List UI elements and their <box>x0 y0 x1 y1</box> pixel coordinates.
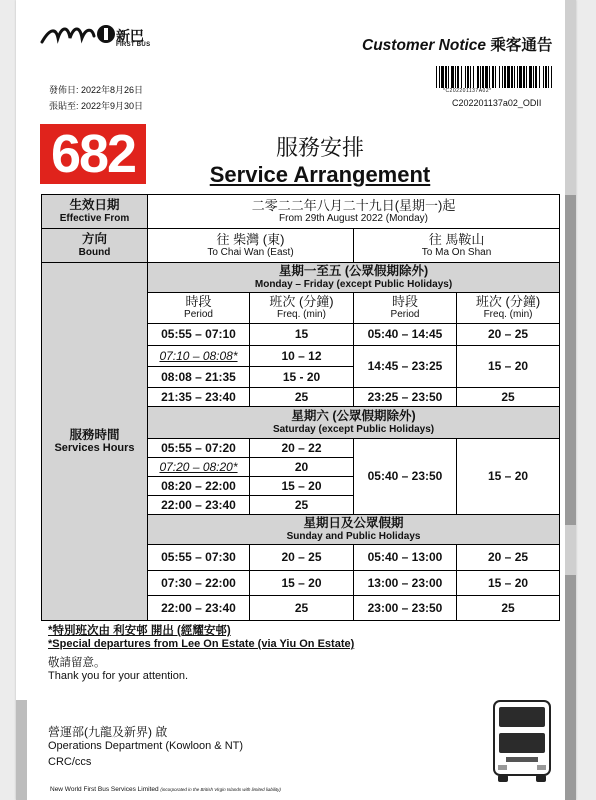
issue-date: 發佈日: 2022年8月26日 <box>49 85 144 95</box>
notice-dates <box>49 82 143 114</box>
freq-cell: 15 - 20 <box>250 367 354 388</box>
freq-cell: 15 <box>250 324 354 346</box>
freq-cell: 20 – 25 <box>250 545 354 571</box>
barcode-icon <box>436 66 554 88</box>
time-cell: 14:45 – 23:25 <box>354 346 457 388</box>
effective-label: 生效日期 Effective From <box>42 195 148 229</box>
freq-cell: 15 – 20 <box>457 439 560 515</box>
barcode-text: *C202201137A02* <box>443 88 492 94</box>
time-cell: 13:00 – 23:00 <box>354 571 457 596</box>
freq-cell: 15 – 20 <box>457 571 560 596</box>
freq-cell: 15 – 20 <box>457 346 560 388</box>
document-reference: C202201137a02_ODII <box>452 98 542 108</box>
brand-en: FIRST BUS <box>116 42 151 48</box>
period-header: 時段 Period <box>354 293 457 324</box>
route-number: 682 <box>40 124 146 184</box>
sunday-title: 星期日及公眾假期 Sunday and Public Holidays <box>148 515 560 545</box>
time-cell: 05:55 – 07:10 <box>148 324 250 346</box>
freq-cell: 15 – 20 <box>250 477 354 496</box>
department-en: Operations Department (Kowloon & NT) <box>48 740 244 752</box>
schedule-table <box>41 194 560 621</box>
freq-cell: 25 <box>250 496 354 515</box>
attention-en: Thank you for your attention. <box>48 670 189 682</box>
time-cell-special: 07:20 – 08:20* <box>148 458 250 477</box>
customer-notice-heading <box>362 33 552 55</box>
saturday-title: 星期六 (公眾假期除外) Saturday (except Public Holidays) <box>148 407 560 439</box>
freq-cell: 25 <box>250 388 354 407</box>
time-cell: 08:08 – 21:35 <box>148 367 250 388</box>
freq-cell: 10 – 12 <box>250 346 354 367</box>
freq-cell: 25 <box>457 596 560 621</box>
effective-value: 二零二二年八月二十九日(星期一)起 From 29th August 2022 (Monday) <box>148 195 560 229</box>
bound-label: 方向 Bound <box>42 229 148 263</box>
right-edge-bar <box>565 575 576 800</box>
right-edge-bar <box>565 525 576 575</box>
period-header: 時段 Period <box>148 293 250 324</box>
bound-ma-on-shan: 往 馬鞍山 To Ma On Shan <box>354 229 560 263</box>
freq-cell: 25 <box>457 388 560 407</box>
department-ref: CRC/ccs <box>48 756 92 768</box>
freq-cell: 20 – 25 <box>457 324 560 346</box>
first-bus-logo-icon <box>40 22 116 46</box>
page-title-en: Service Arrangement <box>209 162 431 187</box>
post-date: 張貼至: 2022年9月30日 <box>49 101 144 111</box>
effective-row <box>42 195 560 229</box>
department-cn: 營運部(九龍及新界) 啟 <box>48 725 168 739</box>
attention-cn: 敬請留意。 <box>48 657 106 669</box>
time-cell: 05:55 – 07:20 <box>148 439 250 458</box>
freq-cell: 20 – 22 <box>250 439 354 458</box>
time-cell: 22:00 – 23:40 <box>148 596 250 621</box>
bound-chai-wan: 往 柴灣 (東) To Chai Wan (East) <box>148 229 354 263</box>
time-cell: 05:40 – 13:00 <box>354 545 457 571</box>
left-edge-bar <box>16 700 27 800</box>
time-cell: 07:30 – 22:00 <box>148 571 250 596</box>
weekday-header-row <box>42 263 560 293</box>
time-cell-special: 07:10 – 08:08* <box>148 346 250 367</box>
freq-cell: 25 <box>250 596 354 621</box>
right-edge-bar <box>565 0 576 195</box>
right-edge-bar <box>565 195 576 525</box>
freq-cell: 20 <box>250 458 354 477</box>
brand-cn: 新巴 <box>116 28 144 44</box>
services-hours-label: 服務時間 Services Hours <box>42 263 148 621</box>
time-cell: 05:40 – 23:50 <box>354 439 457 515</box>
page-title-cn: 服務安排 <box>275 135 364 160</box>
freq-header: 班次 (分鐘) Freq. (min) <box>457 293 560 324</box>
time-cell: 23:25 – 23:50 <box>354 388 457 407</box>
freq-header: 班次 (分鐘) Freq. (min) <box>250 293 354 324</box>
notice-en: Customer Notice <box>362 37 487 54</box>
freq-cell: 20 – 25 <box>457 545 560 571</box>
weekday-title: 星期一至五 (公眾假期除外) Monday – Friday (except Public Holidays) <box>148 263 560 293</box>
special-note-en: *Special departures from Lee On Estate (via Yiu On Estate) <box>48 638 355 650</box>
time-cell: 23:00 – 23:50 <box>354 596 457 621</box>
special-note-cn: *特別班次由 利安邨 開出 (經耀安邨) <box>48 625 231 637</box>
notice-cn: 乘客通告 <box>490 37 553 54</box>
bound-row <box>42 229 560 263</box>
time-cell: 21:35 – 23:40 <box>148 388 250 407</box>
time-cell: 08:20 – 22:00 <box>148 477 250 496</box>
time-cell: 22:00 – 23:40 <box>148 496 250 515</box>
bus-icon <box>492 699 552 783</box>
time-cell: 05:55 – 07:30 <box>148 545 250 571</box>
freq-cell: 15 – 20 <box>250 571 354 596</box>
time-cell: 05:40 – 14:45 <box>354 324 457 346</box>
company-name: New World First Bus Services Limited (incorporated in the British Virgin Islands with limited liability) <box>50 786 281 793</box>
